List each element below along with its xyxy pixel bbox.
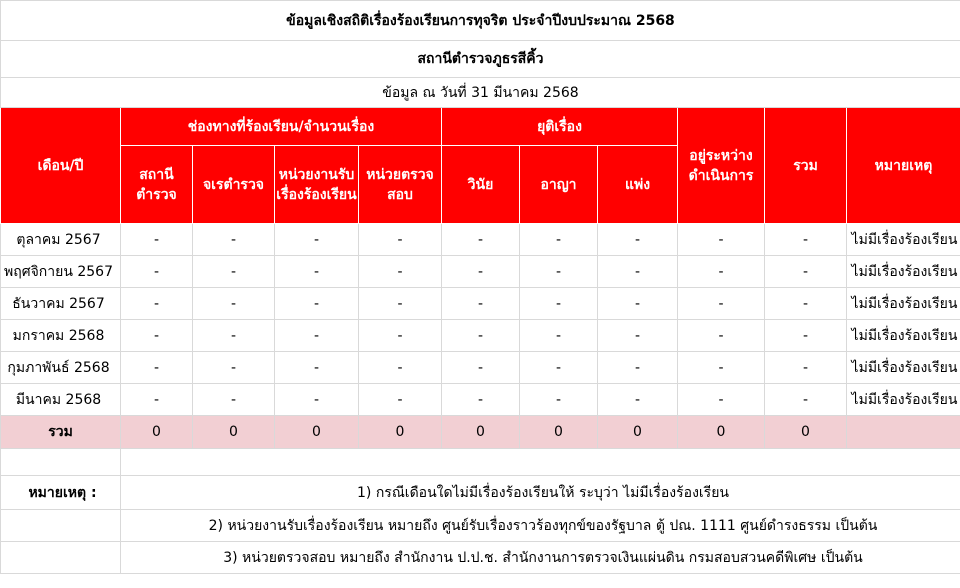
cell-channel-audit-agency: -	[359, 352, 442, 384]
cell-in-progress: -	[678, 256, 765, 288]
cell-channel-station: -	[121, 320, 193, 352]
cell-resolved-civil: -	[598, 224, 678, 256]
cell-in-progress: -	[678, 224, 765, 256]
cell-total: -	[765, 256, 847, 288]
cell-resolved-criminal: -	[520, 256, 598, 288]
table-row	[1, 384, 960, 416]
total-channel-patrol: 0	[193, 416, 275, 449]
cell-resolved-civil: -	[598, 352, 678, 384]
table-row	[1, 256, 960, 288]
total-total: 0	[765, 416, 847, 449]
cell-resolved-discipline: -	[442, 256, 520, 288]
month-cell: พฤศจิกายน 2567	[1, 256, 121, 288]
cell-channel-station: -	[121, 352, 193, 384]
cell-channel-receiving-agency: -	[275, 320, 359, 352]
cell-channel-receiving-agency: -	[275, 256, 359, 288]
totals-label: รวม	[1, 416, 121, 449]
cell-channel-patrol: -	[193, 384, 275, 416]
cell-resolved-criminal: -	[520, 224, 598, 256]
total-resolved-civil: 0	[598, 416, 678, 449]
header-resolved-civil: แพ่ง	[598, 146, 678, 224]
cell-channel-receiving-agency: -	[275, 288, 359, 320]
header-remarks: หมายเหตุ	[847, 108, 960, 224]
remark-row	[1, 542, 960, 574]
cell-channel-audit-agency: -	[359, 224, 442, 256]
total-resolved-discipline: 0	[442, 416, 520, 449]
remark-3: 3) หน่วยตรวจสอบ หมายถึง สำนักงาน ป.ป.ช. สำนักงานการตรวจเงินแผ่นดิน กรมสอบสวนคดีพิเศษ เป็นต้น	[121, 542, 960, 574]
table-row	[1, 224, 960, 256]
cell-channel-station: -	[121, 224, 193, 256]
cell-total: -	[765, 320, 847, 352]
cell-channel-station: -	[121, 256, 193, 288]
cell-channel-audit-agency: -	[359, 288, 442, 320]
header-channel-station: สถานีตำรวจ	[121, 146, 193, 224]
cell-resolved-criminal: -	[520, 288, 598, 320]
cell-in-progress: -	[678, 352, 765, 384]
header-channel-receiving-agency: หน่วยงานรับเรื่องร้องเรียน	[275, 146, 359, 224]
spacer-row	[1, 449, 960, 476]
remarks-label: หมายเหตุ :	[1, 476, 121, 510]
total-in-progress: 0	[678, 416, 765, 449]
total-note-blank	[847, 416, 960, 449]
header-channel-audit-agency: หน่วยตรวจสอบ	[359, 146, 442, 224]
cell-channel-audit-agency: -	[359, 256, 442, 288]
month-cell: มีนาคม 2568	[1, 384, 121, 416]
cell-resolved-discipline: -	[442, 384, 520, 416]
cell-channel-station: -	[121, 288, 193, 320]
cell-resolved-civil: -	[598, 288, 678, 320]
header-channels-group: ช่องทางที่ร้องเรียน/จำนวนเรื่อง	[121, 108, 442, 146]
header-resolved-group: ยุติเรื่อง	[442, 108, 678, 146]
cell-total: -	[765, 224, 847, 256]
cell-channel-patrol: -	[193, 320, 275, 352]
month-cell: มกราคม 2568	[1, 320, 121, 352]
cell-resolved-discipline: -	[442, 352, 520, 384]
remark-row	[1, 476, 960, 510]
cell-resolved-criminal: -	[520, 384, 598, 416]
month-cell: ตุลาคม 2567	[1, 224, 121, 256]
cell-resolved-civil: -	[598, 384, 678, 416]
month-cell: ธันวาคม 2567	[1, 288, 121, 320]
data-as-of: ข้อมูล ณ วันที่ 31 มีนาคม 2568	[1, 78, 960, 108]
cell-channel-patrol: -	[193, 224, 275, 256]
header-resolved-criminal: อาญา	[520, 146, 598, 224]
totals-row	[1, 416, 960, 449]
cell-note: ไม่มีเรื่องร้องเรียน	[847, 288, 960, 320]
remark-1: 1) กรณีเดือนใดไม่มีเรื่องร้องเรียนให้ ระบุว่า ไม่มีเรื่องร้องเรียน	[121, 476, 960, 510]
cell-channel-receiving-agency: -	[275, 352, 359, 384]
cell-channel-station: -	[121, 384, 193, 416]
total-channel-audit-agency: 0	[359, 416, 442, 449]
cell-note: ไม่มีเรื่องร้องเรียน	[847, 224, 960, 256]
cell-resolved-criminal: -	[520, 352, 598, 384]
cell-in-progress: -	[678, 384, 765, 416]
table-row	[1, 288, 960, 320]
header-resolved-discipline: วินัย	[442, 146, 520, 224]
cell-note: ไม่มีเรื่องร้องเรียน	[847, 352, 960, 384]
table-row	[1, 320, 960, 352]
cell-total: -	[765, 352, 847, 384]
cell-channel-receiving-agency: -	[275, 384, 359, 416]
remark-row	[1, 510, 960, 542]
cell-resolved-criminal: -	[520, 320, 598, 352]
station-name: สถานีตำรวจภูธรสีคิ้ว	[1, 41, 960, 78]
cell-channel-audit-agency: -	[359, 320, 442, 352]
header-total: รวม	[765, 108, 847, 224]
cell-resolved-discipline: -	[442, 224, 520, 256]
cell-channel-receiving-agency: -	[275, 224, 359, 256]
cell-resolved-discipline: -	[442, 320, 520, 352]
total-resolved-criminal: 0	[520, 416, 598, 449]
cell-note: ไม่มีเรื่องร้องเรียน	[847, 256, 960, 288]
month-cell: กุมภาพันธ์ 2568	[1, 352, 121, 384]
cell-in-progress: -	[678, 320, 765, 352]
remark-2: 2) หน่วยงานรับเรื่องร้องเรียน หมายถึง ศูนย์รับเรื่องราวร้องทุกข์ของรัฐบาล ตู้ ปณ. 1111 ศูนย์ดำรงธรรม เป็นต้น	[121, 510, 960, 542]
cell-resolved-civil: -	[598, 320, 678, 352]
total-channel-receiving-agency: 0	[275, 416, 359, 449]
header-month-year: เดือน/ปี	[1, 108, 121, 224]
header-channel-patrol: จเรตำรวจ	[193, 146, 275, 224]
cell-total: -	[765, 384, 847, 416]
cell-channel-patrol: -	[193, 352, 275, 384]
cell-channel-audit-agency: -	[359, 384, 442, 416]
cell-channel-patrol: -	[193, 288, 275, 320]
table-row	[1, 352, 960, 384]
cell-channel-patrol: -	[193, 256, 275, 288]
cell-total: -	[765, 288, 847, 320]
cell-resolved-discipline: -	[442, 288, 520, 320]
cell-in-progress: -	[678, 288, 765, 320]
header-in-progress: อยู่ระหว่างดำเนินการ	[678, 108, 765, 224]
report-title: ข้อมูลเชิงสถิติเรื่องร้องเรียนการทุจริต ประจำปีงบประมาณ 2568	[1, 1, 960, 41]
total-channel-station: 0	[121, 416, 193, 449]
cell-note: ไม่มีเรื่องร้องเรียน	[847, 384, 960, 416]
cell-note: ไม่มีเรื่องร้องเรียน	[847, 320, 960, 352]
cell-resolved-civil: -	[598, 256, 678, 288]
